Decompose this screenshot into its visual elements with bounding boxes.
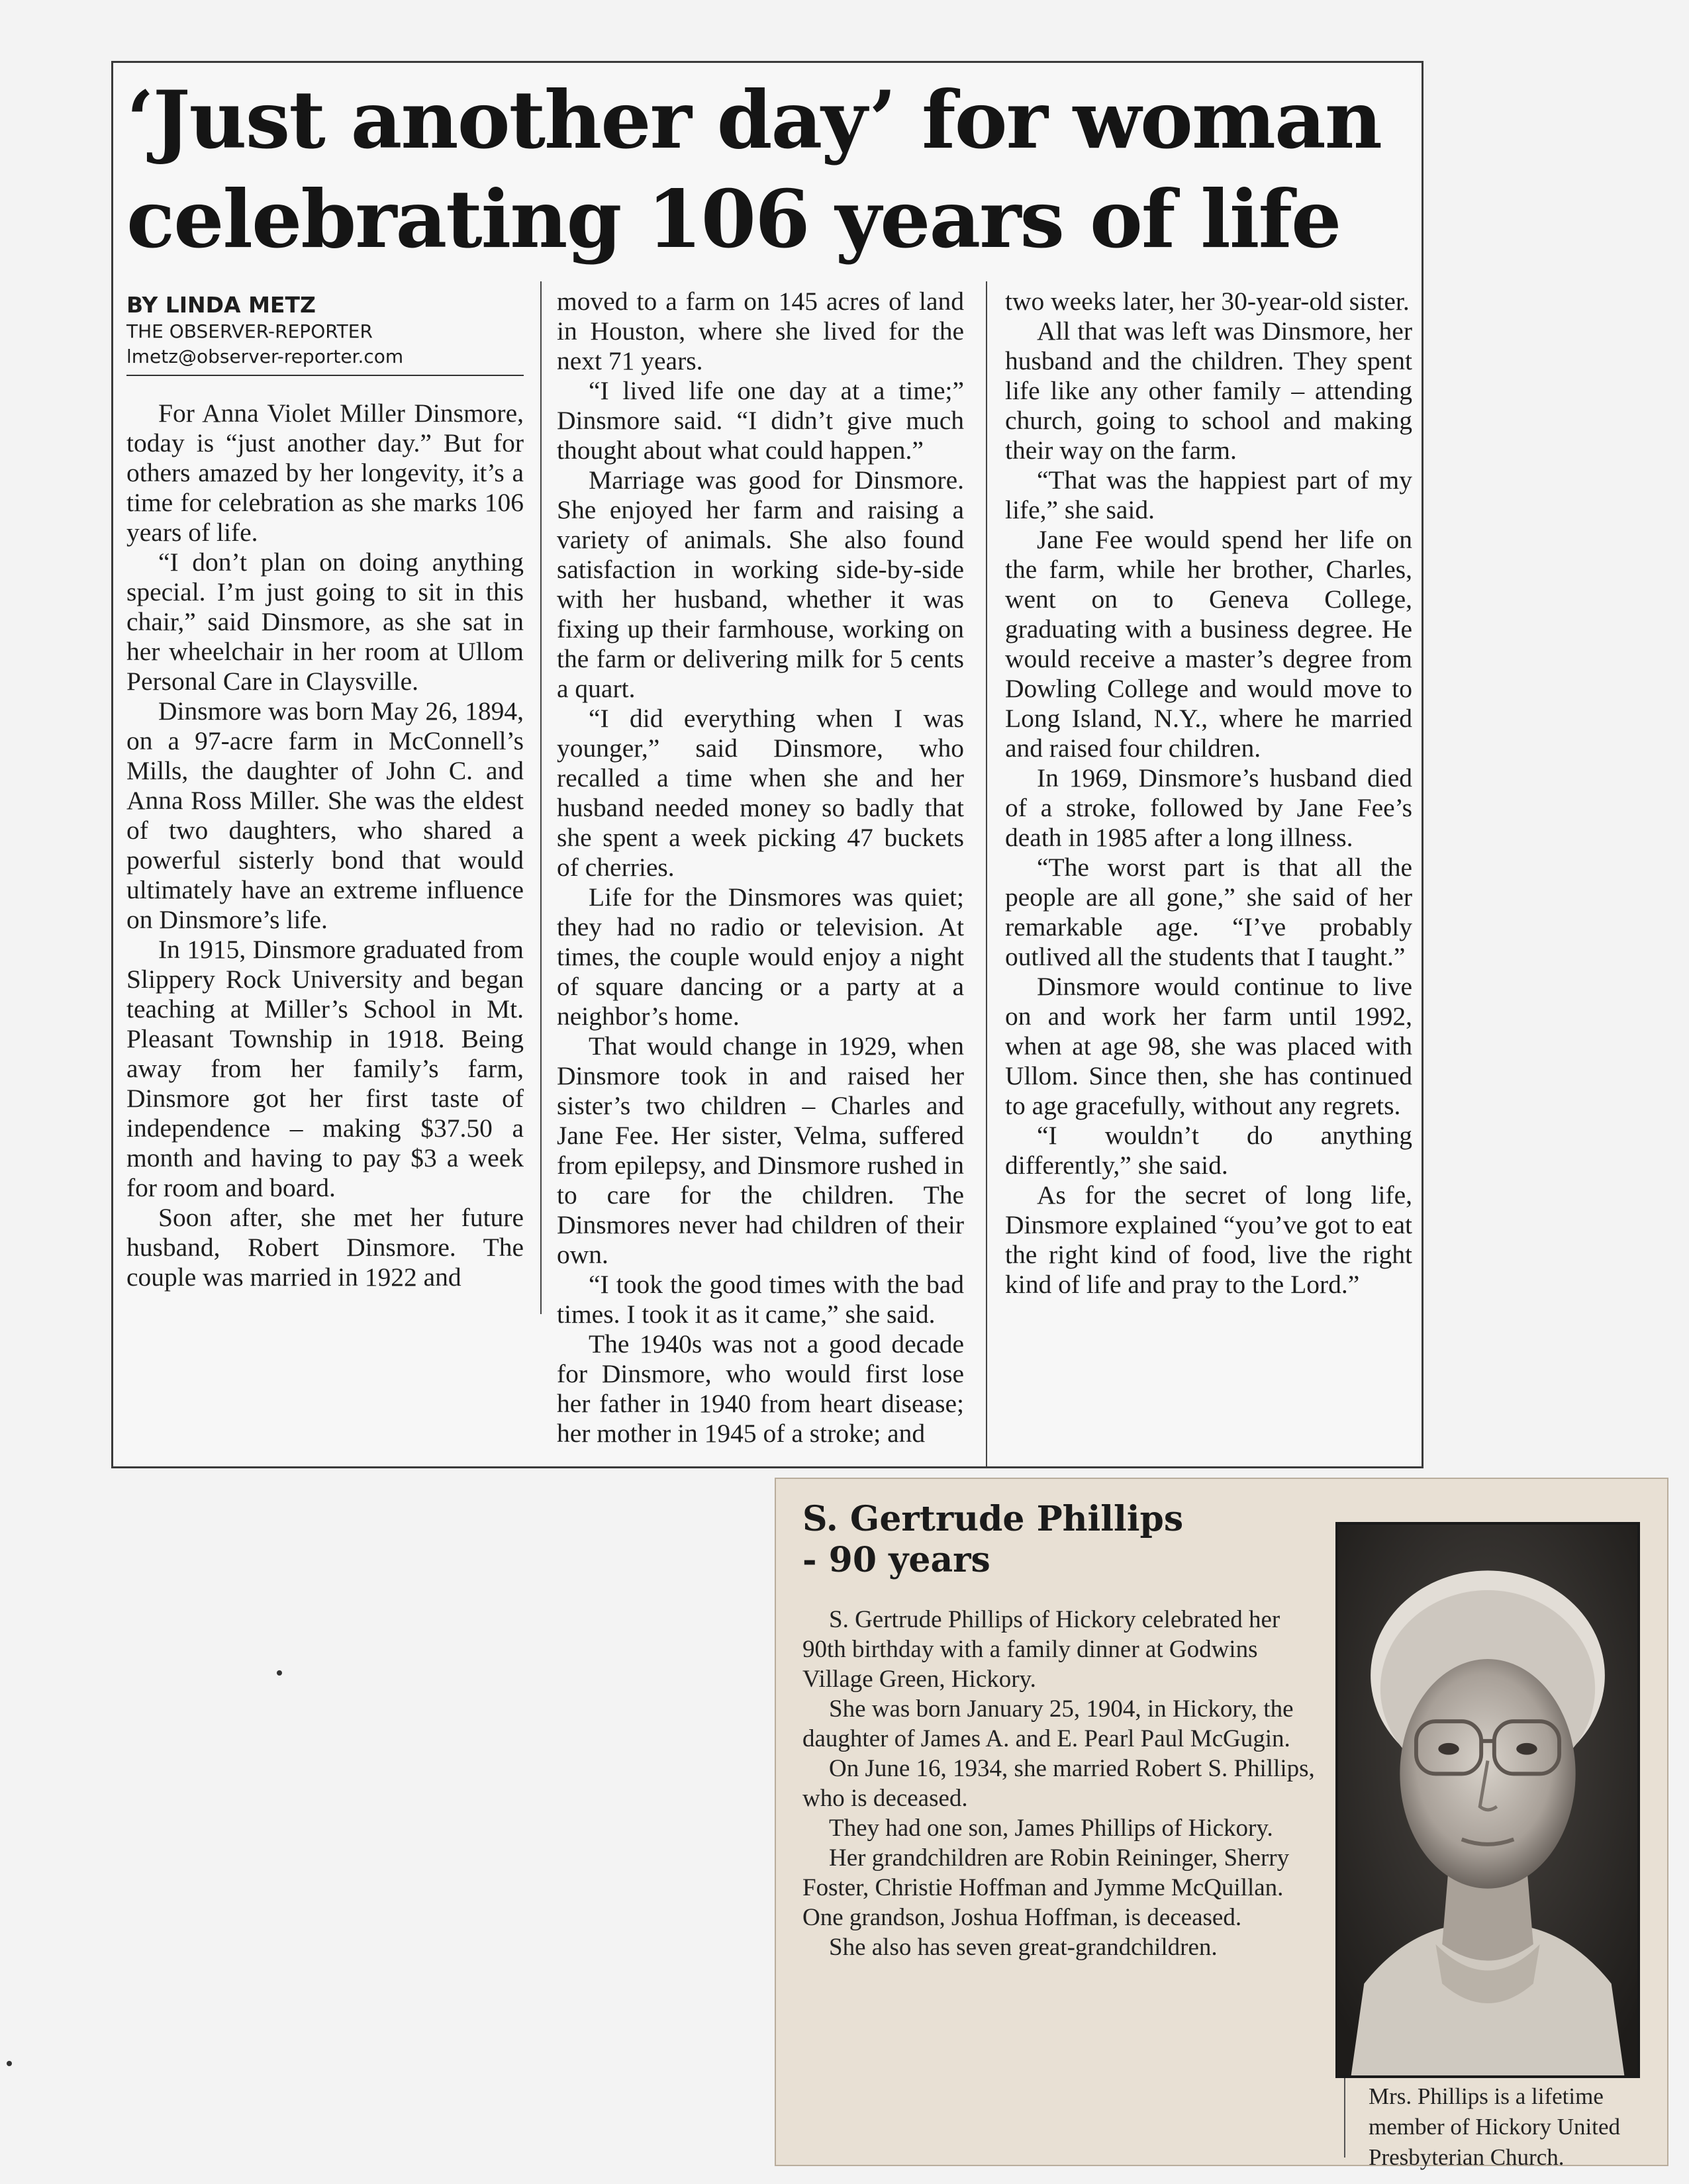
paragraph: Dinsmore was born May 26, 1894, on a 97-acre farm in McConnell’s Mills, the daughter of John C. and Anna Ross Miller. She was the eldest of two daughters, who shared a powerful sisterly bond that would ultimately have an extreme influence on Dinsmore’s life. — [126, 696, 524, 934]
paragraph: The 1940s was not a good decade for Dinsmore, who would first lose her father in 1940 from heart disease; her mother in 1945 of a stroke; and — [557, 1329, 964, 1448]
paragraph: “I lived life one day at a time;” Dinsmore said. “I didn’t give much thought about what could happen.” — [557, 376, 964, 465]
article-title-line-1: S. Gertrude Phillips — [802, 1499, 1184, 1539]
paragraph: They had one son, James Phillips of Hickory. — [829, 1815, 1273, 1842]
paragraph: “That was the happiest part of my life,” she said. — [1005, 465, 1412, 524]
paragraph: She also has seven great-grandchildren. — [829, 1934, 1218, 1961]
article-column-3 — [1005, 287, 1412, 1300]
article-column-2 — [557, 287, 964, 1448]
paragraph: Soon after, she met her future husband, Robert Dinsmore. The couple was married in 1922 and — [126, 1203, 524, 1292]
speck — [7, 2061, 12, 2066]
paragraph: In 1915, Dinsmore graduated from Slippery Rock University and began teaching at Miller’s School in Mt. Pleasant Township in 1918. Being away from her family’s farm, Dinsmore got her first taste of independence – making $37.50 a month and having to pay $3 a week for room and board. — [126, 935, 524, 1202]
paragraph: As for the secret of long life, Dinsmore explained “you’ve got to eat the right kind of food, live the right kind of life and pray to the Lord.” — [1005, 1180, 1412, 1299]
paragraph: Life for the Dinsmores was quiet; they had no radio or television. At times, the couple would enjoy a night of square dancing or a party at a neighbor’s home. — [557, 882, 964, 1031]
paragraph: She was born January 25, 1904, in Hickory, the daughter of James A. and E. Pearl Paul McGugin. — [802, 1695, 1294, 1752]
byline-email: lmetz@observer-reporter.com — [126, 346, 404, 367]
speck — [277, 1670, 282, 1676]
photo-caption: Mrs. Phillips is a lifetime member of Hickory United Presbyterian Church. — [1369, 2083, 1621, 2170]
column-divider — [986, 281, 987, 1466]
article-title-line-2: - 90 years — [802, 1540, 990, 1580]
paragraph: On June 16, 1934, she married Robert S. Phillips, who is deceased. — [802, 1755, 1315, 1812]
article-clipping-dinsmore — [111, 61, 1424, 1468]
paragraph: two weeks later, her 30-year-old sister. — [1005, 287, 1410, 316]
caption-divider — [1344, 2078, 1345, 2158]
byline-organization: THE OBSERVER-REPORTER — [126, 320, 373, 342]
paragraph: S. Gertrude Phillips of Hickory celebrated her 90th birthday with a family dinner at Godwins Village Green, Hickory. — [802, 1606, 1280, 1693]
article-headline: ‘Just another day’ for woman celebrating 106 years of life — [126, 73, 1381, 266]
paragraph: “I don’t plan on doing anything special. I’m just going to sit in this chair,” said Dinsmore, as she sat in her wheelchair in her room at Ullom Personal Care in Claysville. — [126, 547, 524, 696]
portrait-illustration — [1338, 1525, 1637, 2075]
paragraph: “I wouldn’t do anything differently,” she said. — [1005, 1121, 1412, 1180]
article-body — [802, 1605, 1326, 1962]
paragraph: In 1969, Dinsmore’s husband died of a stroke, followed by Jane Fee’s death in 1985 after a long illness. — [1005, 763, 1412, 852]
paragraph: Marriage was good for Dinsmore. She enjoyed her farm and raising a variety of animals. She also found satisfaction in working side-by-side with her husband, whether it was fixing up their farmhouse, working on the farm or delivering milk for 5 cents a quart. — [557, 465, 964, 703]
byline — [126, 291, 524, 376]
portrait-photo — [1335, 1522, 1640, 2078]
paragraph: Jane Fee would spend her life on the farm, while her brother, Charles, went on to Geneva College, graduating with a business degree. He would receive a master’s degree from Dowling College and would move to Long Island, N.Y., where he married and raised four children. — [1005, 525, 1412, 763]
paragraph: moved to a farm on 145 acres of land in Houston, where she lived for the next 71 years. — [557, 287, 964, 375]
paragraph: “I did everything when I was younger,” said Dinsmore, who recalled a time when she and her husband needed money so badly that she spent a week picking 47 buckets of cherries. — [557, 704, 964, 882]
paragraph: “The worst part is that all the people are all gone,” she said of her remarkable age. “I’ve probably outlived all the students that I taught.” — [1005, 853, 1412, 971]
paragraph: All that was left was Dinsmore, her husband and the children. They spent life like any other family – attending church, going to school and making their way on the farm. — [1005, 316, 1412, 465]
paragraph: For Anna Violet Miller Dinsmore, today is “just another day.” But for others amazed by her longevity, it’s a time for celebration as she marks 106 years of life. — [126, 399, 524, 547]
article-title — [802, 1499, 1306, 1581]
paragraph: Her grandchildren are Robin Reininger, Sherry Foster, Christie Hoffman and Jymme McQuillan. One grandson, Joshua Hoffman, is deceased. — [802, 1844, 1290, 1931]
article-clipping-phillips — [775, 1478, 1668, 2170]
byline-author: BY LINDA METZ — [126, 292, 316, 318]
paragraph: “I took the good times with the bad times. I took it as it came,” she said. — [557, 1270, 964, 1329]
article-column-1 — [126, 291, 524, 1292]
column-divider — [540, 281, 542, 1314]
paragraph: That would change in 1929, when Dinsmore took in and raised her sister’s two children – Charles and Jane Fee. Her sister, Velma, suffered from epilepsy, and Dinsmore rushed in to care for the children. The Dinsmores never had children of their own. — [557, 1031, 964, 1269]
paragraph: Dinsmore would continue to live on and work her farm until 1992, when at age 98, she was placed with Ullom. Since then, she has continued to age gracefully, without any regrets. — [1005, 972, 1412, 1120]
